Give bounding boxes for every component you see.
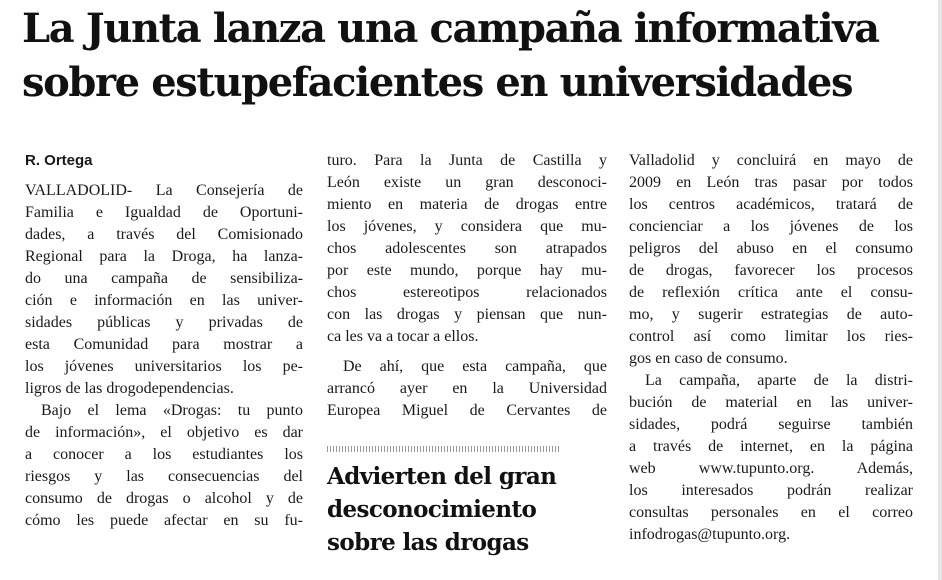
text-line: Valladolid y concluirá en mayo de bbox=[629, 152, 913, 169]
text-line: miento en materia de drogas entre bbox=[327, 196, 607, 213]
text-line: los centros académicos, tratará de bbox=[629, 196, 913, 213]
text-line: VALLADOLID- La Consejería de bbox=[25, 182, 303, 199]
text-line: de reflexión crítica ante el consu- bbox=[629, 284, 913, 301]
article-column-2 bbox=[327, 150, 607, 422]
text-line: infodrogas@tupunto.org. bbox=[629, 526, 791, 543]
text-line: 2009 en León tras pasar por todos bbox=[629, 174, 913, 191]
text-line: Familia e Igualdad de Oportuni- bbox=[25, 204, 303, 221]
text-line: sidades públicas y privadas de bbox=[25, 314, 303, 331]
text-line: bución de material en las univer- bbox=[629, 394, 913, 411]
text-line: consumo de drogas o alcohol y de bbox=[25, 490, 303, 507]
text-line: riesgos y las consecuencias del bbox=[25, 468, 303, 485]
text-line: esta Comunidad para mostrar a bbox=[25, 336, 303, 353]
text-line: León existe un gran desconoci- bbox=[327, 174, 607, 191]
subheadline-line: desconocimiento bbox=[327, 496, 537, 523]
text-line: chos adolescentes son atrapados bbox=[327, 240, 607, 257]
headline-line: sobre estupefacientes en universidades bbox=[22, 59, 853, 106]
subhead-rule bbox=[327, 446, 559, 452]
byline: R. Ortega bbox=[25, 152, 93, 169]
text-line: los jóvenes universitarios los pe- bbox=[25, 358, 303, 375]
text-line: ción e información en las univer- bbox=[25, 292, 303, 309]
text-line: La campaña, aparte de la distri- bbox=[645, 372, 913, 389]
text-line: De ahí, que esta campaña, que bbox=[343, 358, 607, 375]
text-line: cómo les puede afectar en su fu- bbox=[25, 512, 303, 529]
text-line: arrancó ayer en la Universidad bbox=[327, 380, 607, 397]
text-line: control así como limitar los ries- bbox=[629, 328, 913, 345]
text-line: concienciar a los jóvenes de los bbox=[629, 218, 913, 235]
text-line: chos estereotipos relacionados bbox=[327, 284, 607, 301]
subheadline bbox=[327, 460, 597, 559]
text-line: peligros del abuso en el consumo bbox=[629, 240, 913, 257]
text-line: a conocer a los estudiantes los bbox=[25, 446, 303, 463]
subheadline-line: sobre las drogas bbox=[327, 529, 529, 556]
text-line: Regional para la Droga, ha lanza- bbox=[25, 248, 303, 265]
text-line: turo. Para la Junta de Castilla y bbox=[327, 152, 607, 169]
text-line: a través de internet, en la página bbox=[629, 438, 913, 455]
text-line: dades, a través del Comisionado bbox=[25, 226, 303, 243]
text-line: los jóvenes, y considera que mu- bbox=[327, 218, 607, 235]
text-line: de drogas, favorecer los procesos bbox=[629, 262, 913, 279]
article-column-3 bbox=[629, 150, 913, 546]
text-line: de información», el objetivo es dar bbox=[25, 424, 303, 441]
headline-line: La Junta lanza una campaña informativa bbox=[22, 5, 879, 52]
text-line: web www.tupunto.org. Además, bbox=[629, 460, 913, 477]
text-line: Bajo el lema «Drogas: tu punto bbox=[41, 402, 303, 419]
text-line: consultas personales en el correo bbox=[629, 504, 913, 521]
text-line: ligros de las drogodependencias. bbox=[25, 380, 234, 397]
text-line: con las drogas y piensan que nun- bbox=[327, 306, 607, 323]
headline bbox=[22, 2, 922, 110]
paragraph-gap bbox=[327, 348, 607, 356]
text-line: sidades, podrá seguirse también bbox=[629, 416, 913, 433]
page-edge bbox=[938, 0, 942, 580]
text-line: los interesados podrán realizar bbox=[629, 482, 913, 499]
text-line: ca les va a tocar a ellos. bbox=[327, 328, 479, 345]
text-line: por este mundo, porque hay mu- bbox=[327, 262, 607, 279]
subheadline-line: Advierten del gran bbox=[327, 463, 557, 490]
text-line: gos en caso de consumo. bbox=[629, 350, 788, 367]
text-line: mo, y sugerir estrategias de auto- bbox=[629, 306, 913, 323]
text-line: do una campaña de sensibiliza- bbox=[25, 270, 303, 287]
article-column-1 bbox=[25, 150, 303, 532]
text-line: Europea Miguel de Cervantes de bbox=[327, 402, 607, 419]
